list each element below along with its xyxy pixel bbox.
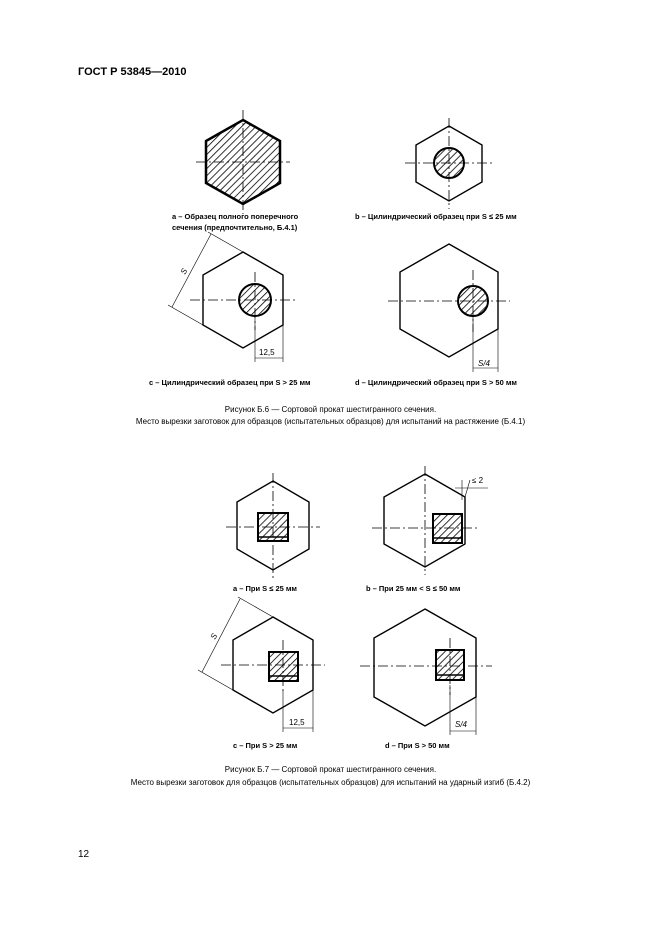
fig7c-caption: c – При S > 25 мм <box>233 741 298 750</box>
fig7b-caption: b – При 25 мм < S ≤ 50 мм <box>366 584 461 593</box>
fig7-title: Рисунок Б.7 — Сортовой прокат шестигранного сечения. <box>224 765 437 774</box>
fig7c-dim-offset: 12,5 <box>289 718 305 727</box>
fig7d-dim-quarter: S/4 <box>455 720 468 729</box>
fig6a-caption-line2: сечения (предпочтительно, Б.4.1) <box>172 223 298 232</box>
fig6d-caption: d – Цилиндрический образец при S > 50 мм <box>355 378 517 387</box>
fig7c-dim-s: S <box>208 631 220 641</box>
fig6-subtitle: Место вырезки заготовок для образцов (испытательных образцов) для испытаний на растяжение (Б.4.1) <box>135 417 526 426</box>
fig7-subtitle: Место вырезки заготовок для образцов (испытательных образцов) для испытаний на ударный изгиб (Б.4.2) <box>130 778 531 787</box>
fig7b-dim-le2: ≤ 2 <box>472 476 484 485</box>
fig6-title: Рисунок Б.6 — Сортовой прокат шестигранного сечения. <box>224 405 437 414</box>
fig7a-caption: a – При S ≤ 25 мм <box>233 584 297 593</box>
fig7d-caption: d – При S > 50 мм <box>385 741 450 750</box>
fig6b-hexagon-cylinder-small <box>405 118 493 209</box>
fig6c-dim-s: S <box>178 266 190 276</box>
fig6c-dim-offset: 12,5 <box>259 348 275 357</box>
fig6a-hexagon-full-section <box>196 110 290 214</box>
fig6c-hexagon-cylinder-offset <box>168 232 296 362</box>
fig6d-hexagon-cylinder-quarter <box>388 244 510 372</box>
fig6d-dim-quarter: S/4 <box>478 359 491 368</box>
fig7a-hexagon-square-sample <box>226 473 320 578</box>
fig6a-caption-line1: a – Образец полного поперечного <box>172 212 299 221</box>
document-header: ГОСТ Р 53845—2010 <box>78 66 187 78</box>
fig6c-caption: c – Цилиндрический образец при S > 25 мм <box>149 378 311 387</box>
fig6b-caption: b – Цилиндрический образец при S ≤ 25 мм <box>355 212 517 221</box>
fig7c-hexagon-square-offset <box>198 597 325 732</box>
fig7b-hexagon-square-edge <box>372 466 488 575</box>
page-number: 12 <box>78 849 90 860</box>
fig7d-hexagon-square-quarter <box>360 609 492 735</box>
